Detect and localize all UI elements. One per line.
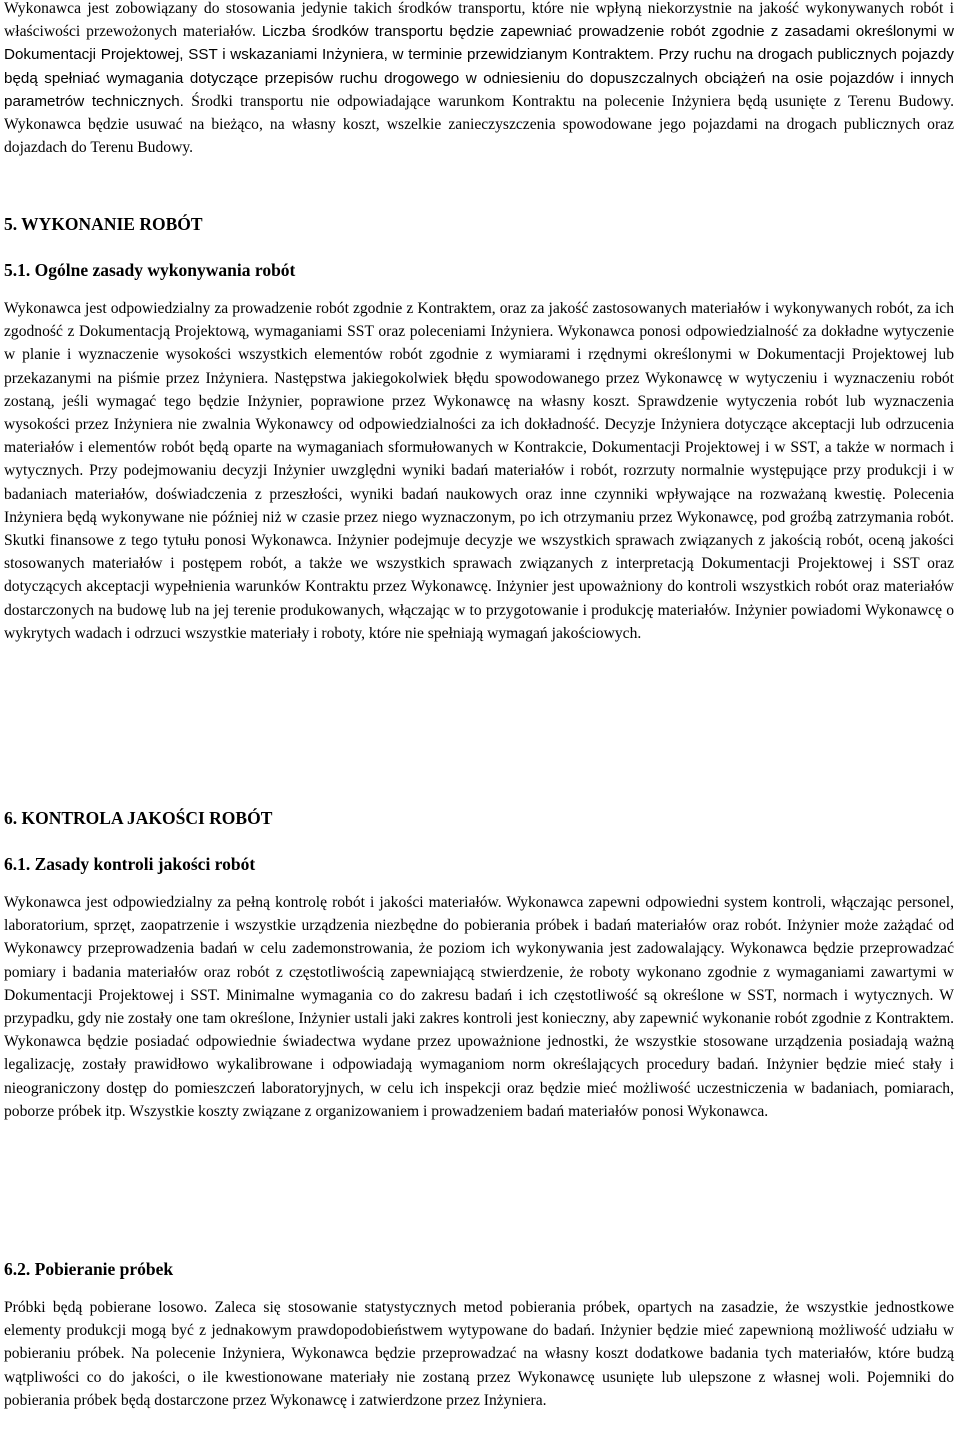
section-6-2-heading: 6.2. Pobieranie próbek bbox=[4, 1259, 174, 1279]
intro-sentence-4: Środki transportu nie odpowiadające warunkom Kontraktu na polecenie Inżyniera będą usunięte z Terenu Budowy. Wykonawca będzie usuwać na bieżąco, na własny koszt, wszelkie zanieczyszczenia spowodowane jego pojazdami na drogach publicznych oraz dojazdach do Terenu Budowy. bbox=[4, 92, 954, 157]
section-5-1-text: Wykonawca jest odpowiedzialny za prowadzenie robót zgodnie z Kontraktem, oraz za jakość zastosowanych materiałów i wykonywanych robót, za ich zgodność z Dokumentacją Projektową, wymaganiami SST oraz poleceniami Inżyniera. Wykonawca ponosi odpowiedzialność za dokładne wytyczenie w planie i wyznaczenie wysokości wszystkich elementów robót zgodnie z wymiarami i rzędnymi określonymi w Dokumentacji Projektowej lub przekazanymi na piśmie przez Inżyniera. Następstwa jakiegokolwiek błędu spowodowanego przez Wykonawcę w wytyczeniu i wyznaczeniu robót zostaną, jeśli wymagać tego będzie Inżynier, poprawione przez Wykonawcę na własny koszt. Sprawdzenie wytyczenia robót lub wyznaczenia wysokości przez Inżyniera nie zwalnia Wykonawcy od odpowiedzialności za ich dokładność. Decyzje Inżyniera dotyczące akceptacji lub odrzucenia materiałów i elementów robót będą oparte na wymaganiach sformułowanych w Kontrakcie, Dokumentacji Projektowej i w SST, a także w normach i wytycznych. Przy podejmowaniu decyzji Inżynier uwzględni wyniki badań materiałów i robót, rozrzuty normalnie występujące przy produkcji i w badaniach materiałów, doświadczenia z przeszłości, wyniki badań naukowych oraz inne czynniki wpływające na rozważaną kwestię. Polecenia Inżyniera będą wykonywane nie później niż w czasie przez niego wyznaczonym, po ich otrzymaniu przez Wykonawcę, pod groźbą zatrzymania robót. Skutki finansowe z tego tytułu ponosi Wykonawca. Inżynier podejmuje decyzje we wszystkich sprawach związanych z jakością robót, oceną jakości stosowanych materiałów i postępem robót, a także we wszystkich sprawach związanych z interpretacją Dokumentacji Projektowej i SST oraz dotyczących akceptacji wypełnienia warunków Kontraktu przez Wykonawcę. Inżynier jest upoważniony do kontroli wszystkich robót oraz materiałów dostarczonych na budowę lub na jej terenie produkowanych, włączając w to przygotowanie i produkcję materiałów. Inżynier powiadomi Wykonawcę o wykrytych wadach i odrzuci wszystkie materiały i roboty, które nie spełniają wymagań jakościowych. bbox=[4, 300, 954, 642]
section-6-1-text: Wykonawca jest odpowiedzialny za pełną kontrolę robót i jakości materiałów. Wykonawca zapewni odpowiedni system kontroli, włączając personel, laboratorium, sprzęt, zaopatrzenie i wszystkie urządzenia niezbędne do pobierania próbek i badań materiałów oraz robót. Inżynier może zażądać od Wykonawcy przeprowadzenia badań w celu zademonstrowania, że poziom ich wykonywania jest zadowalający. Wykonawca będzie przeprowadzać pomiary i badania materiałów oraz robót z częstotliwością zapewniającą stwierdzenie, że roboty wykonano zgodnie z wymaganiami zawartymi w Dokumentacji Projektowej i SST. Minimalne wymagania co do zakresu badań i ich częstotliwość są określone w SST, normach i wytycznych. W przypadku, gdy nie zostały one tam określone, Inżynier ustali jaki zakres kontroli jest konieczny, aby zapewnić wykonanie robót zgodnie z Kontraktem. Wykonawca będzie posiadać odpowiednie świadectwa wydane przez upoważnione jednostki, że wszystkie stosowane urządzenia posiadają ważną legalizację, zostały prawidłowo wykalibrowane i odpowiadają wymaganiom norm określających procedury badań. Inżynier będzie mieć stały i nieograniczony dostęp do pomieszczeń laboratoryjnych, w celu ich inspekcji oraz będzie mieć możliwość uczestniczenia w badaniach, pomiarach, poborze próbek itp. Wszystkie koszty związane z organizowaniem i prowadzeniem badań materiałów ponosi Wykonawca. bbox=[4, 894, 954, 1120]
intro-sentence-1: Wykonawca jest zobowiązany do stosowania jedynie takich środków transportu, które nie wpłyną niekorzystnie na jakość wykonywanych robót i właściwości przewożonych materiałów. bbox=[4, 0, 954, 41]
intro-sentence-2: Liczba środków transportu będzie zapewniać prowadzenie robót zgodnie z zasadami określonymi w Dokumentacji Projektowej, SST i wskazaniami Inżyniera, w terminie przewidzianym Kontraktem. bbox=[4, 23, 954, 64]
section-5-1-heading: 5.1. Ogólne zasady wykonywania robót bbox=[4, 260, 296, 280]
intro-sentence-3: Przy ruchu na drogach publicznych pojazdy będą spełniać wymagania dotyczące przepisów ruchu drogowego w odniesieniu do dopuszczalnych obciążeń na osie pojazdów i innych parametrów technicznych. bbox=[4, 46, 954, 110]
intro-paragraph bbox=[4, 0, 954, 159]
section-6-2-text: Próbki będą pobierane losowo. Zaleca się stosowanie statystycznych metod pobierania próbek, opartych na zasadzie, że wszystkie jednostkowe elementy produkcji mogą być z jednakowym prawdopodobieństwem wytypowane do badań. Inżynier będzie mieć zapewnioną możliwość udziału w pobieraniu próbek. Na polecenie Inżyniera, Wykonawca będzie przeprowadzać na własny koszt dodatkowe badania tych materiałów, które budzą wątpliwości co do jakości, o ile kwestionowane materiały nie zostaną przez Wykonawcę usunięte lub ulepszone z własnej woli. Pojemniki do pobierania próbek będą dostarczone przez Wykonawcę i zatwierdzone przez Inżyniera. bbox=[4, 1299, 954, 1409]
section-6-heading: 6. KONTROLA JAKOŚCI ROBÓT bbox=[4, 808, 273, 828]
section-5-heading: 5. WYKONANIE ROBÓT bbox=[4, 214, 203, 234]
section-6-1-heading: 6.1. Zasady kontroli jakości robót bbox=[4, 854, 256, 874]
